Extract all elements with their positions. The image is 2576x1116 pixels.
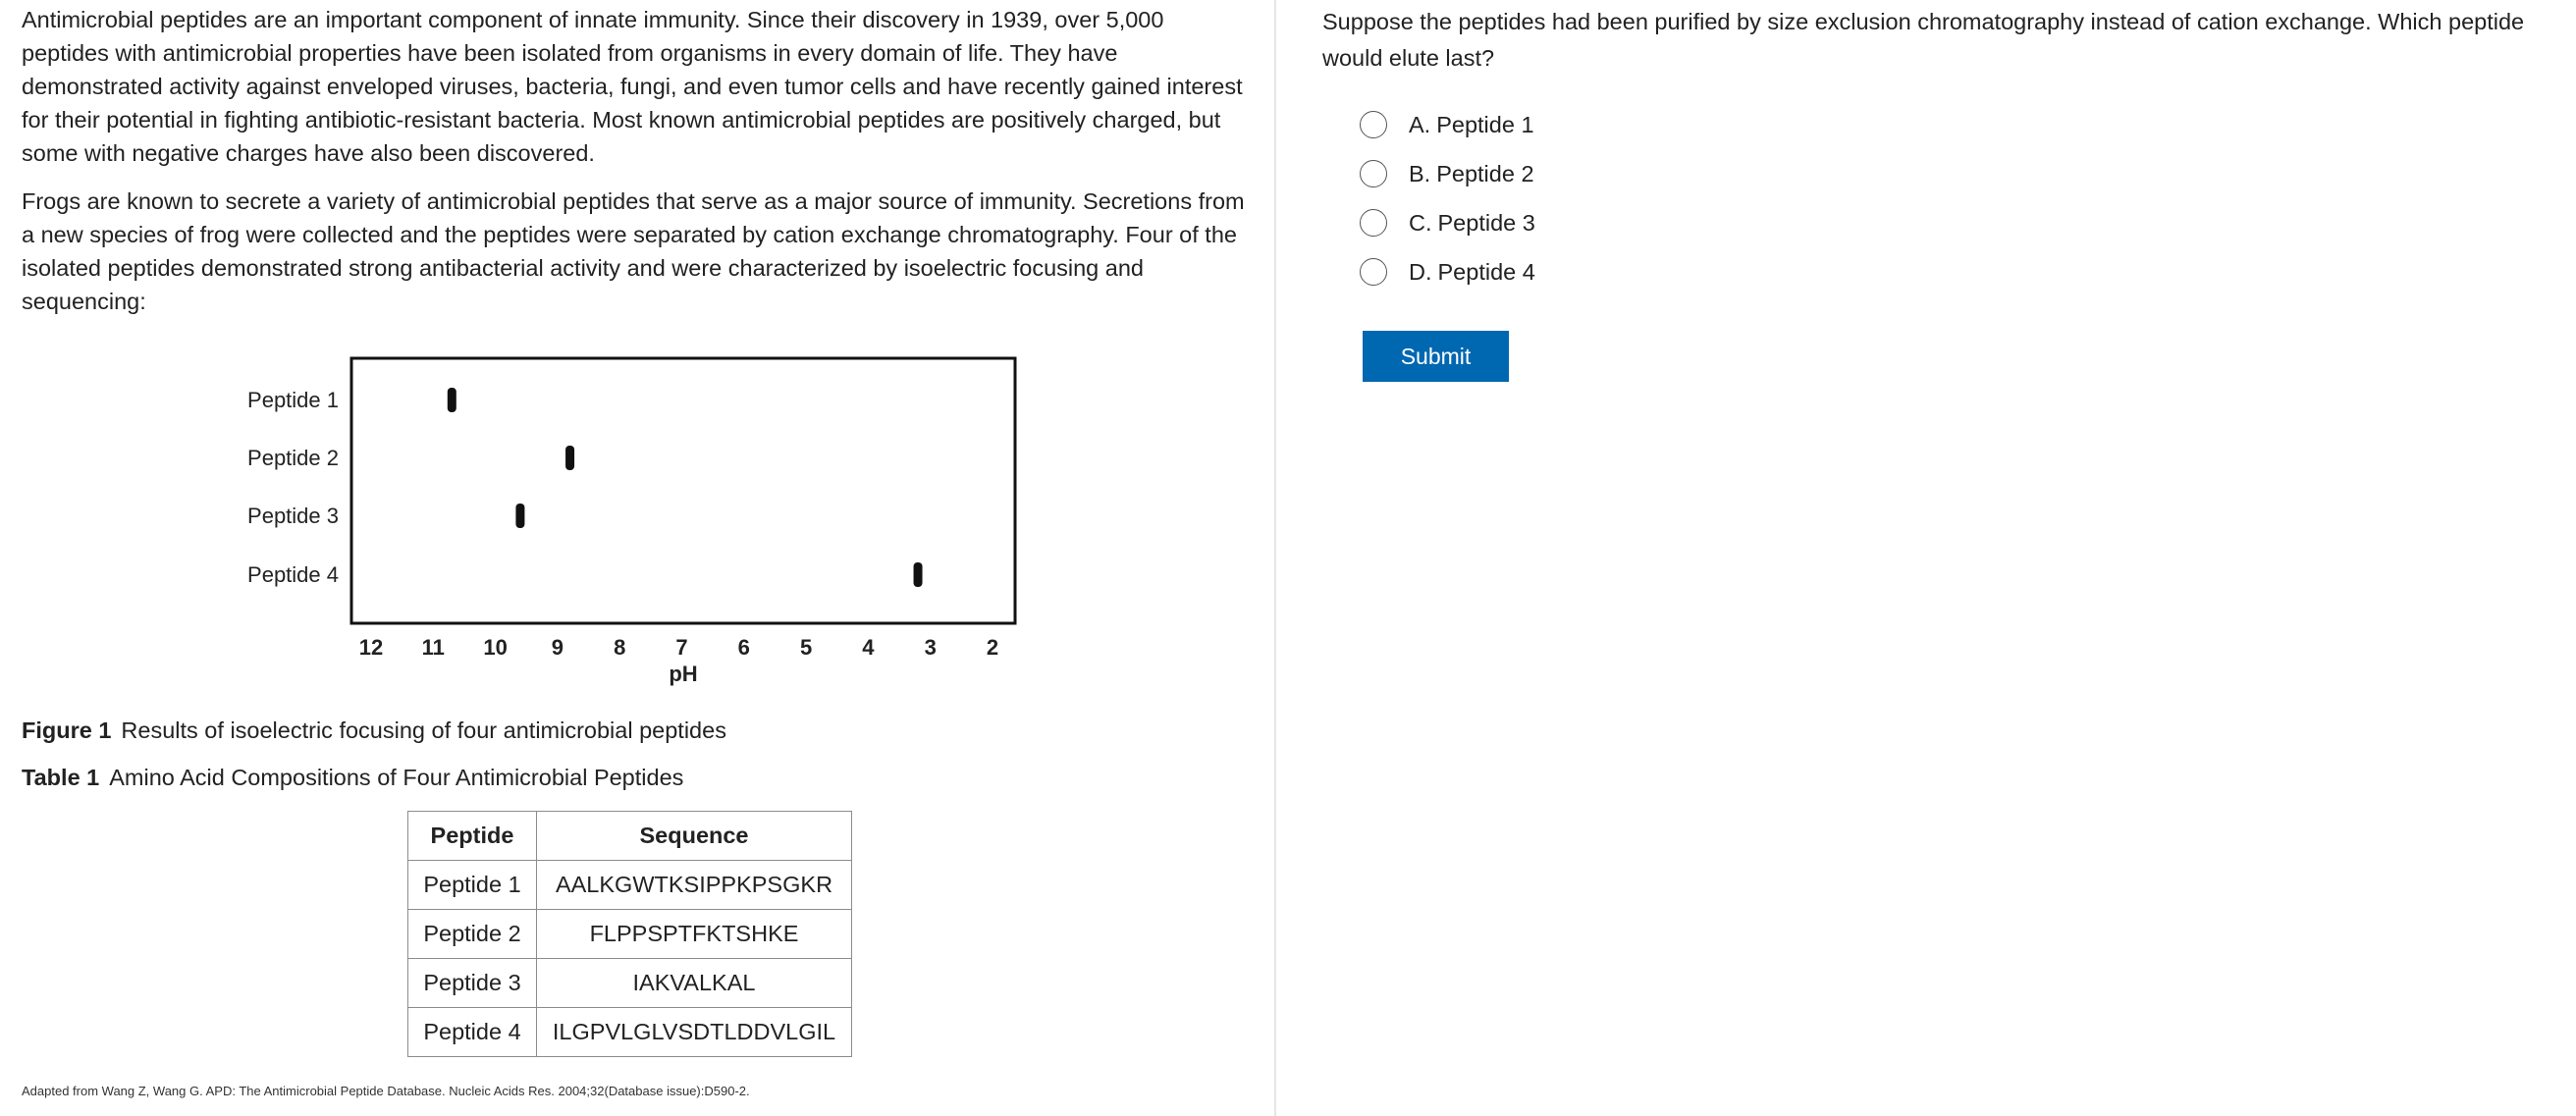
x-tick-label: 5 [799,635,813,660]
peptide-row-label: Peptide 1 [247,388,339,412]
submit-button[interactable]: Submit [1363,331,1509,382]
option-a[interactable] [1360,108,1534,141]
option-letter: D. [1409,258,1432,285]
x-tick-label: 3 [924,635,937,660]
table-cell-peptide: Peptide 3 [408,959,537,1008]
table-cell-sequence: AALKGWTKSIPPKPSGKR [537,861,852,910]
table-cell-sequence: ILGPVLGLVSDTLDDVLGIL [537,1008,852,1057]
citation: Adapted from Wang Z, Wang G. APD: The Antimicrobial Peptide Database. Nucleic Acids Res. 2004;32(Database issue):D590-2. [22,1084,750,1098]
table-row [408,861,852,910]
table-caption-label: Table 1 [22,765,100,790]
radio-button-icon[interactable] [1360,111,1387,138]
table-cell-peptide: Peptide 2 [408,910,537,959]
option-letter: C. [1409,209,1432,236]
table-caption [22,765,683,791]
peptide-row-label: Peptide 2 [247,446,339,470]
radio-button-icon[interactable] [1360,160,1387,187]
figure-caption [22,717,726,744]
table-header-sequence: Sequence [537,812,852,861]
table-row [408,910,852,959]
option-text: Peptide 3 [1437,209,1535,236]
x-tick-label: 12 [358,635,384,660]
figure-caption-text: Results of isoelectric focusing of four antimicrobial peptides [121,717,726,743]
option-d[interactable] [1360,255,1535,289]
x-tick-label: 11 [421,635,445,660]
table-cell-peptide: Peptide 1 [408,861,537,910]
peptide-band-1 [448,388,456,412]
table-row [408,1008,852,1057]
table-cell-sequence: IAKVALKAL [537,959,852,1008]
option-b[interactable] [1360,157,1534,190]
option-label [1409,259,1535,286]
peptide-band-4 [914,562,923,587]
x-tick-label: 9 [551,635,564,660]
x-tick-label: 8 [614,635,626,660]
amino-acid-table [407,811,852,1057]
table-row [408,959,852,1008]
table-header-peptide: Peptide [408,812,537,861]
option-label [1409,210,1535,237]
question-pane [1276,0,2576,1116]
question-stem: Suppose the peptides had been purified by size exclusion chromatography instead of cation exchange. Which peptide would elute last? [1322,9,2525,71]
radio-button-icon[interactable] [1360,258,1387,286]
x-tick-label: 10 [483,635,508,660]
option-text: Peptide 1 [1436,111,1534,137]
option-letter: B. [1409,160,1431,186]
passage-paragraph-2: Frogs are known to secrete a variety of antimicrobial peptides that serve as a major source of immunity. Secretions from a new species of frog were collected and the peptides were separated by cation exchange chromatography. Four of the isolated peptides demonstrated strong antibacterial activity and were characterized by isoelectric focusing and sequencing: [22,188,1245,314]
x-tick-label: 2 [986,635,999,660]
x-tick-label: 4 [862,635,875,660]
peptide-band-3 [515,504,524,528]
option-c[interactable] [1360,206,1535,239]
option-text: Peptide 2 [1436,160,1534,186]
figure-caption-label: Figure 1 [22,717,112,743]
option-label [1409,112,1534,138]
table-header-row [408,812,852,861]
x-tick-label: 7 [675,635,688,660]
table-cell-peptide: Peptide 4 [408,1008,537,1057]
peptide-row-label: Peptide 4 [247,562,339,587]
passage-paragraph-1: Antimicrobial peptides are an important component of innate immunity. Since their discovery in 1939, over 5,000 peptides with antimicrobial properties have been isolated from organisms in every domain of life. They have demonstrated activity against enveloped viruses, bacteria, fungi, and even tumor cells and have recently gained interest for their potential in fighting antibiotic-resistant bacteria. Most known antimicrobial peptides are positively charged, but some with negative charges have also been discovered. [22,7,1243,166]
radio-button-icon[interactable] [1360,209,1387,237]
peptide-row-label: Peptide 3 [247,504,339,528]
x-tick-label: 6 [737,635,750,660]
table-caption-text: Amino Acid Compositions of Four Antimicrobial Peptides [109,765,684,790]
option-text: Peptide 4 [1437,258,1535,285]
option-label [1409,161,1534,187]
table-cell-sequence: FLPPSPTFKTSHKE [537,910,852,959]
option-letter: A. [1409,111,1431,137]
isoelectric-focusing-figure [226,348,1031,692]
passage-pane[interactable] [0,0,1276,1116]
peptide-band-2 [565,446,574,470]
x-axis-label: pH [669,662,698,686]
